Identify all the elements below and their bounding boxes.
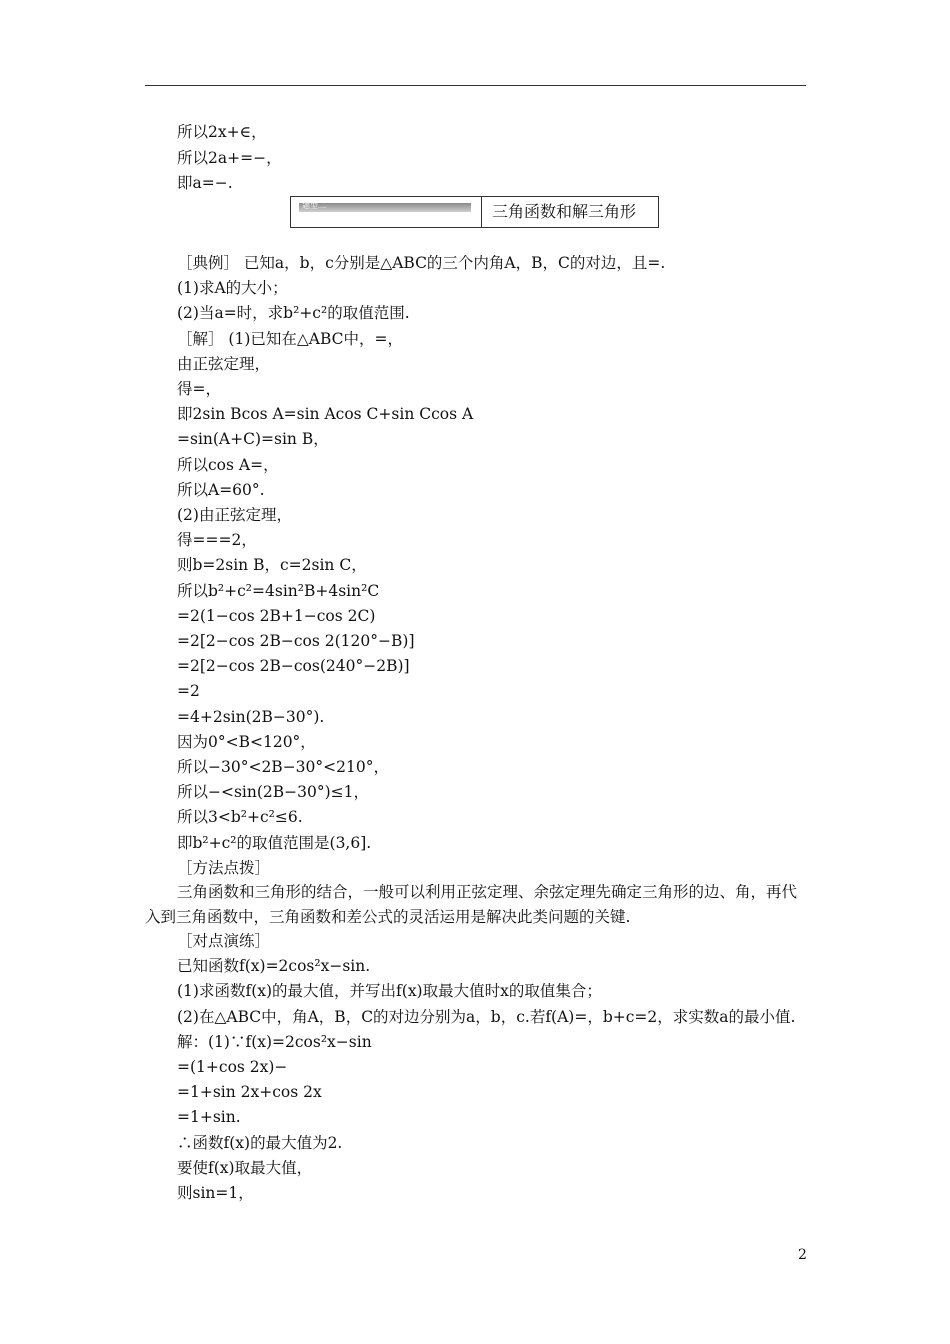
text-line: 所以b²+c²=4sin²B+4sin²C — [177, 581, 380, 600]
section-tag — [290, 196, 659, 228]
text-line: 则b=2sin B，c=2sin C， — [177, 556, 367, 575]
text-line: 即a=−. — [177, 174, 233, 192]
text-line: 即b²+c²的取值范围是(3,6]. — [177, 833, 372, 852]
text-line: =4+2sin(2B−30°). — [177, 707, 325, 726]
text-line: 得===2， — [177, 531, 257, 550]
text-line: =sin(A+C)=sin B， — [177, 430, 329, 449]
text-line: 因为0°<B<120°， — [177, 732, 316, 751]
text-line: 所以cos A=， — [177, 455, 279, 474]
text-line: (1)求A的大小； — [177, 279, 288, 298]
text-line: =1+sin. — [177, 1108, 241, 1127]
text-line: =(1+cos 2x)− — [177, 1058, 288, 1076]
text-line: 得=， — [177, 380, 221, 398]
text-line: ［解］ (1)已知在△ABC中，=， — [177, 329, 404, 348]
section-tag-badge-area — [291, 197, 482, 227]
text-line: ［方法点拨］ — [177, 858, 271, 877]
page-number: 2 — [798, 1247, 807, 1263]
text-line: 已知函数f(x)=2cos²x−sin. — [177, 957, 371, 976]
text-line: ∴函数f(x)的最大值为2. — [177, 1133, 343, 1152]
text-line: 即2sin Bcos A=sin Acos C+sin Ccos A — [177, 405, 474, 424]
text-line: 所以A=60°. — [177, 480, 265, 499]
text-line: =2[2−cos 2B−cos(240°−2B)] — [177, 657, 410, 676]
text-line: =1+sin 2x+cos 2x — [177, 1083, 322, 1102]
text-line: 由正弦定理， — [177, 354, 271, 373]
method-paragraph-text: 三角函数和三角形的结合，一般可以利用正弦定理、余弦定理先确定三角形的边、角，再代入到三角函数中，三角函数和差公式的灵活运用是解决此类问题的关键. — [145, 883, 798, 926]
text-line: 所以3<b²+c²≤6. — [177, 808, 303, 827]
header-rule — [145, 85, 806, 86]
text-line: ［典例］ 已知a，b，c分别是△ABC的三个内角A，B，C的对边，且=. — [177, 254, 666, 272]
text-line: 所以2x+∈， — [177, 123, 267, 141]
text-line: (1)求函数f(x)的最大值，并写出f(x)取最大值时x的取值集合； — [177, 982, 602, 1001]
text-line: 则sin=1， — [177, 1184, 254, 1202]
text-line: (2)由正弦定理， — [177, 506, 292, 524]
text-line: 所以2a+=−， — [177, 149, 282, 167]
text-line: =2(1−cos 2B+1−cos 2C) — [177, 606, 376, 625]
section-tag-badge — [299, 203, 471, 212]
text-line: 解：(1)∵f(x)=2cos²x−sin — [177, 1032, 372, 1051]
text-line: 所以−<sin(2B−30°)≤1， — [177, 783, 370, 802]
text-line: ［对点演练］ — [177, 932, 271, 950]
text-line: =2[2−cos 2B−cos 2(120°−B)] — [177, 632, 415, 650]
section-tag-title: 三角函数和解三角形 — [492, 202, 637, 221]
text-line: =2 — [177, 682, 200, 701]
text-line: (2)当a=时，求b²+c²的取值范围. — [177, 304, 410, 323]
text-line: 所以−30°<2B−30°<210°， — [177, 758, 389, 776]
method-paragraph — [145, 880, 807, 930]
section-tag-badge-label: 题型二 — [302, 201, 326, 210]
text-line: (2)在△ABC中，角A，B，C的对边分别为a，b，c.若f(A)=，b+c=2，求实数a的最小值. — [177, 1007, 796, 1026]
text-line: 要使f(x)取最大值， — [177, 1158, 313, 1177]
